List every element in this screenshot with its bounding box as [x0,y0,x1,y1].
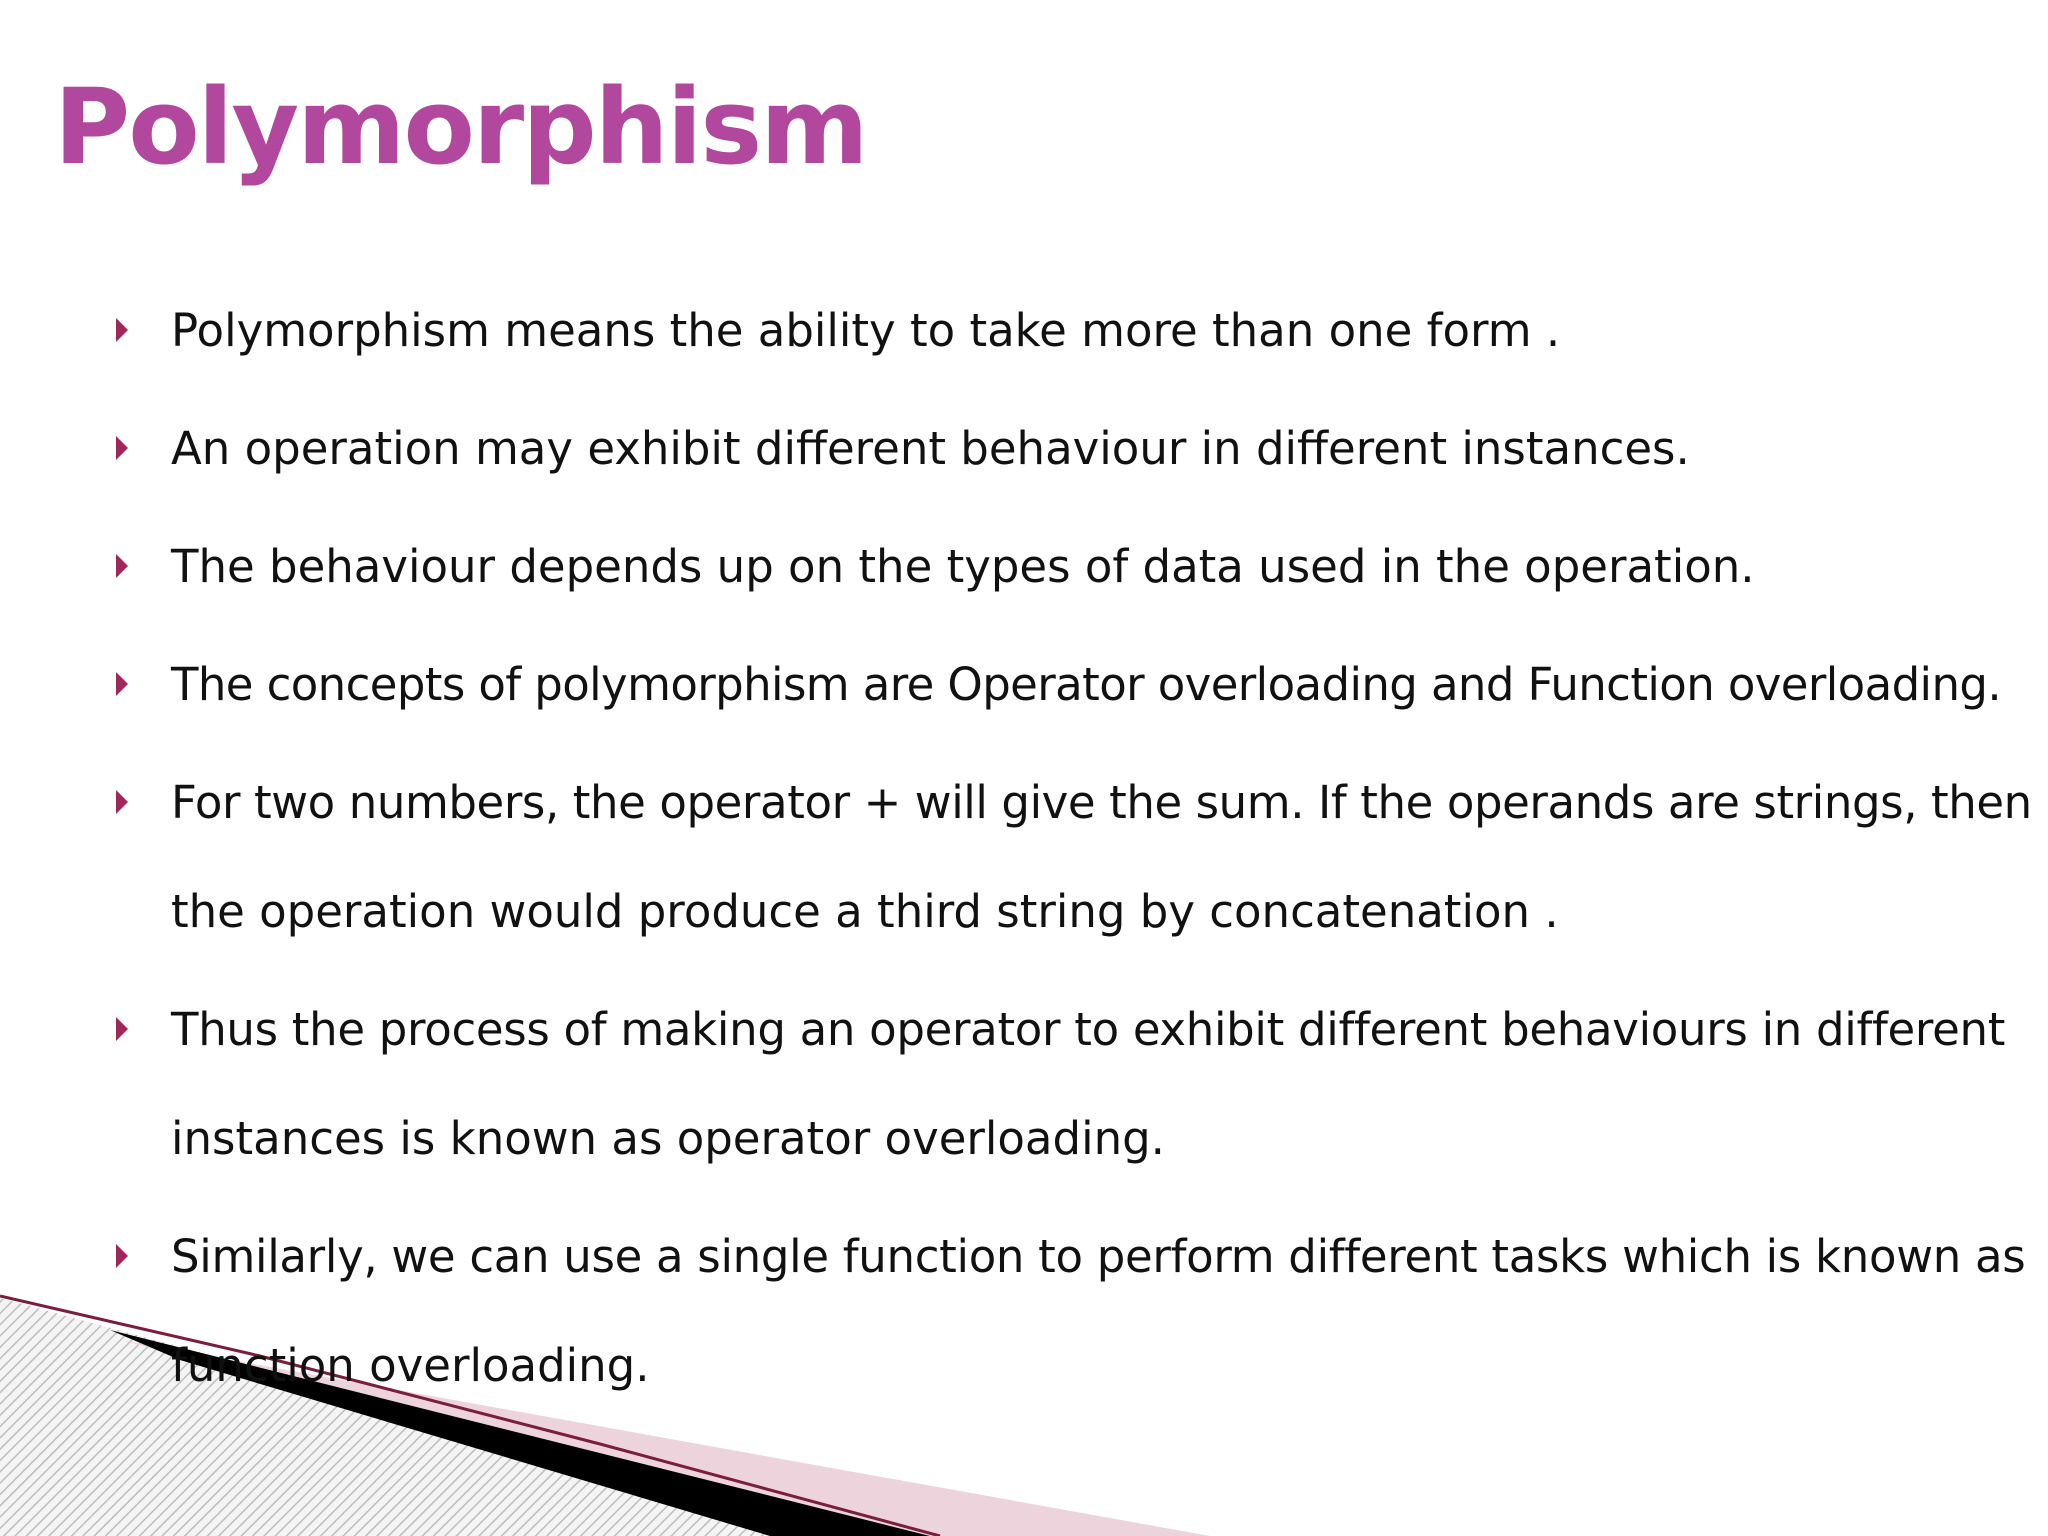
bullet-text-line: instances is known as operator overloading. [171,1112,1165,1165]
bullet-text-line: function overloading. [171,1339,650,1392]
right-triangle-icon [116,672,128,696]
right-triangle-icon [116,436,128,460]
bullet-text-line: The concepts of polymorphism are Operator overloading and Function overloading. [171,658,2002,711]
bullet-text-line: An operation may exhibit different behaviour in different instances. [171,422,1690,475]
bullet-text-line: For two numbers, the operator + will give the sum. If the operands are strings, then [171,776,2032,829]
bullet-text-line: Similarly, we can use a single function to perform different tasks which is known as [171,1230,2026,1283]
right-triangle-icon [116,554,128,578]
bullet-text-line: Thus the process of making an operator to exhibit different behaviours in different [171,1003,2006,1056]
slide-title: Polymorphism [54,66,867,188]
right-triangle-icon [116,1017,128,1041]
bullet-text-line: the operation would produce a third string by concatenation . [171,885,1559,938]
right-triangle-icon [116,318,128,342]
bullet-text-line: Polymorphism means the ability to take more than one form . [171,304,1561,357]
bullet-text-line: The behaviour depends up on the types of data used in the operation. [171,540,1755,593]
right-triangle-icon [116,1244,128,1268]
right-triangle-icon [116,790,128,814]
